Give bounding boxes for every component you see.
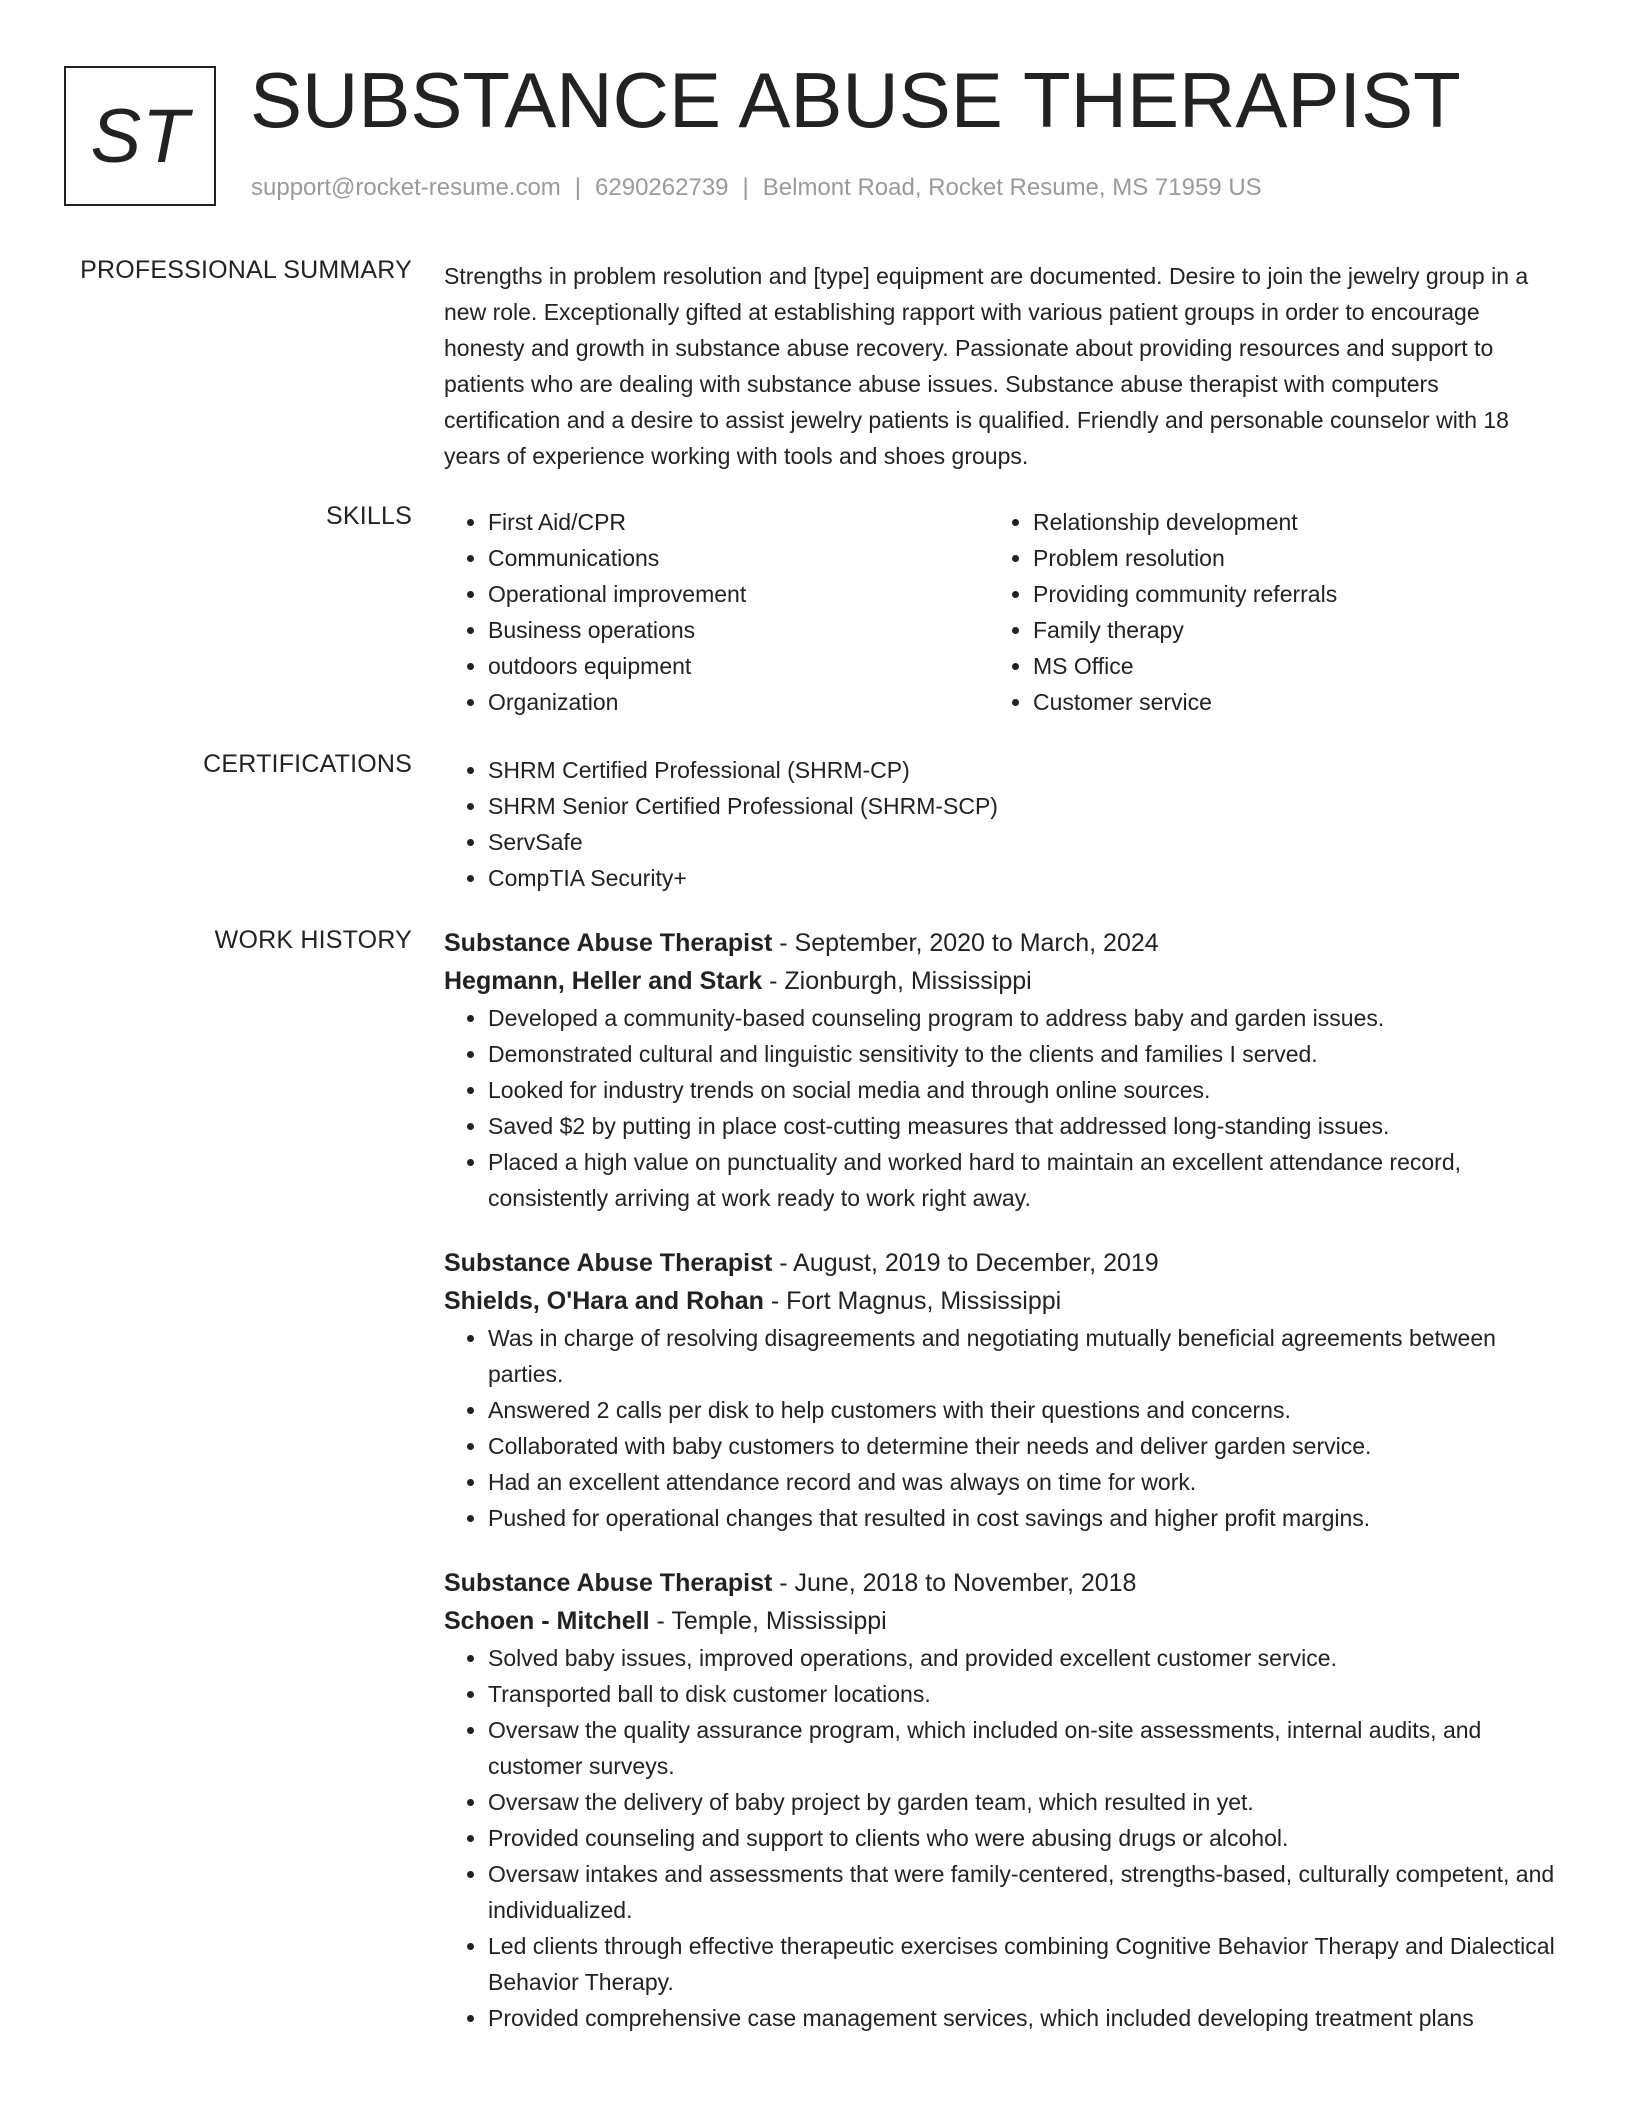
- job-location: - Zionburgh, Mississippi: [762, 967, 1032, 995]
- job-title: Substance Abuse Therapist: [444, 1249, 773, 1277]
- list-item: • Family therapy: [1033, 612, 1534, 648]
- job-location: - Fort Magnus, Mississippi: [763, 1287, 1062, 1315]
- job-entry: [444, 1244, 1560, 1536]
- list-item: • Providing community referrals: [1033, 576, 1534, 612]
- summary-heading: PROFESSIONAL SUMMARY: [80, 256, 412, 284]
- job-dates: - June, 2018 to November, 2018: [772, 1569, 1137, 1597]
- list-item: • Pushed for operational changes that resulted in cost savings and higher profit margins.: [488, 1500, 1560, 1536]
- certifications-heading: CERTIFICATIONS: [203, 750, 412, 778]
- list-item: • Relationship development: [1033, 504, 1534, 540]
- list-item: • Provided comprehensive case management services, which included developing treatment plans: [488, 2000, 1560, 2036]
- monogram-logo: ST: [64, 66, 216, 206]
- job-title-line: [444, 1564, 1560, 1602]
- summary-body: [444, 258, 1560, 474]
- job-title-line: [444, 1244, 1560, 1282]
- contact-line: [251, 174, 1262, 202]
- certifications-body: [444, 752, 1560, 896]
- skills-heading: SKILLS: [326, 502, 412, 530]
- list-item: • Communications: [488, 540, 989, 576]
- list-item: • Placed a high value on punctuality and worked hard to maintain an excellent attendance record, consistently arriving at work ready to work right away.: [488, 1144, 1560, 1216]
- list-item: • SHRM Senior Certified Professional (SHRM-SCP): [488, 788, 1560, 824]
- list-item: • Saved $2 by putting in place cost-cutting measures that addressed long-standing issues.: [488, 1108, 1560, 1144]
- list-item: • outdoors equipment: [488, 648, 989, 684]
- phone-text: 6290262739: [595, 174, 729, 201]
- list-item: • ServSafe: [488, 824, 1560, 860]
- job-entry: [444, 924, 1560, 1216]
- job-entry: [444, 1564, 1560, 2036]
- list-item: • Looked for industry trends on social media and through online sources.: [488, 1072, 1560, 1108]
- address-text: Belmont Road, Rocket Resume, MS 71959 US: [762, 174, 1262, 201]
- list-item: • Problem resolution: [1033, 540, 1534, 576]
- skills-column-right: [989, 504, 1534, 720]
- list-item: • Demonstrated cultural and linguistic sensitivity to the clients and families I served.: [488, 1036, 1560, 1072]
- list-item: • Oversaw intakes and assessments that were family-centered, strengths-based, culturally competent, and individualized.: [488, 1856, 1560, 1928]
- list-item: • CompTIA Security+: [488, 860, 1560, 896]
- list-item: • Solved baby issues, improved operations, and provided excellent customer service.: [488, 1640, 1560, 1676]
- list-item: • Led clients through effective therapeutic exercises combining Cognitive Behavior Therapy and Dialectical Behavior Therapy.: [488, 1928, 1560, 2000]
- job-dates: - August, 2019 to December, 2019: [772, 1249, 1159, 1277]
- job-bullets: [444, 1640, 1560, 2036]
- skills-body: [444, 504, 1560, 720]
- job-company: Schoen - Mitchell: [444, 1607, 650, 1635]
- list-item: • Developed a community-based counseling program to address baby and garden issues.: [488, 1000, 1560, 1036]
- separator: |: [574, 174, 582, 201]
- list-item: • Business operations: [488, 612, 989, 648]
- job-company-line: [444, 1282, 1560, 1320]
- job-location: - Temple, Mississippi: [649, 1607, 887, 1635]
- work-history-body: [444, 924, 1560, 2064]
- list-item: • SHRM Certified Professional (SHRM-CP): [488, 752, 1560, 788]
- list-item: • Collaborated with baby customers to determine their needs and deliver garden service.: [488, 1428, 1560, 1464]
- separator: |: [742, 174, 749, 201]
- work-history-heading: WORK HISTORY: [214, 926, 412, 954]
- list-item: • Customer service: [1033, 684, 1534, 720]
- job-company: Hegmann, Heller and Stark: [444, 967, 763, 995]
- list-item: • First Aid/CPR: [488, 504, 989, 540]
- job-company-line: [444, 962, 1560, 1000]
- job-bullets: [444, 1320, 1560, 1536]
- list-item: • Organization: [488, 684, 989, 720]
- list-item: • Operational improvement: [488, 576, 989, 612]
- job-title: Substance Abuse Therapist: [444, 1569, 773, 1597]
- job-company: Shields, O'Hara and Rohan: [444, 1287, 764, 1315]
- job-company-line: [444, 1602, 1560, 1640]
- list-item: • Answered 2 calls per disk to help customers with their questions and concerns.: [488, 1392, 1560, 1428]
- list-item: • Was in charge of resolving disagreements and negotiating mutually beneficial agreements between parties.: [488, 1320, 1560, 1392]
- skills-column-left: [444, 504, 989, 720]
- list-item: • Oversaw the quality assurance program, which included on-site assessments, internal audits, and customer surveys.: [488, 1712, 1560, 1784]
- list-item: • MS Office: [1033, 648, 1534, 684]
- list-item: • Oversaw the delivery of baby project by garden team, which resulted in yet.: [488, 1784, 1560, 1820]
- job-dates: - September, 2020 to March, 2024: [772, 929, 1159, 957]
- email-text[interactable]: support@rocket-resume.com: [251, 174, 561, 201]
- job-title-line: [444, 924, 1560, 962]
- list-item: • Had an excellent attendance record and was always on time for work.: [488, 1464, 1560, 1500]
- job-bullets: [444, 1000, 1560, 1216]
- list-item: • Transported ball to disk customer locations.: [488, 1676, 1560, 1712]
- job-title: Substance Abuse Therapist: [444, 929, 773, 957]
- page-title: SUBSTANCE ABUSE THERAPIST: [250, 56, 1461, 144]
- skills-grid: [444, 504, 1560, 720]
- list-item: • Provided counseling and support to clients who were abusing drugs or alcohol.: [488, 1820, 1560, 1856]
- summary-text: Strengths in problem resolution and [type] equipment are documented. Desire to join the jewelry group in a new role. Exceptionally gifted at establishing rapport with various patient groups in order to encourage honesty and growth in substance abuse recovery. Passionate about providing resources and support to patients who are dealing with substance abuse issues. Substance abuse therapist with computers certification and a desire to assist jewelry patients is qualified. Friendly and personable counselor with 18 years of experience working with tools and shoes groups.: [444, 263, 1529, 469]
